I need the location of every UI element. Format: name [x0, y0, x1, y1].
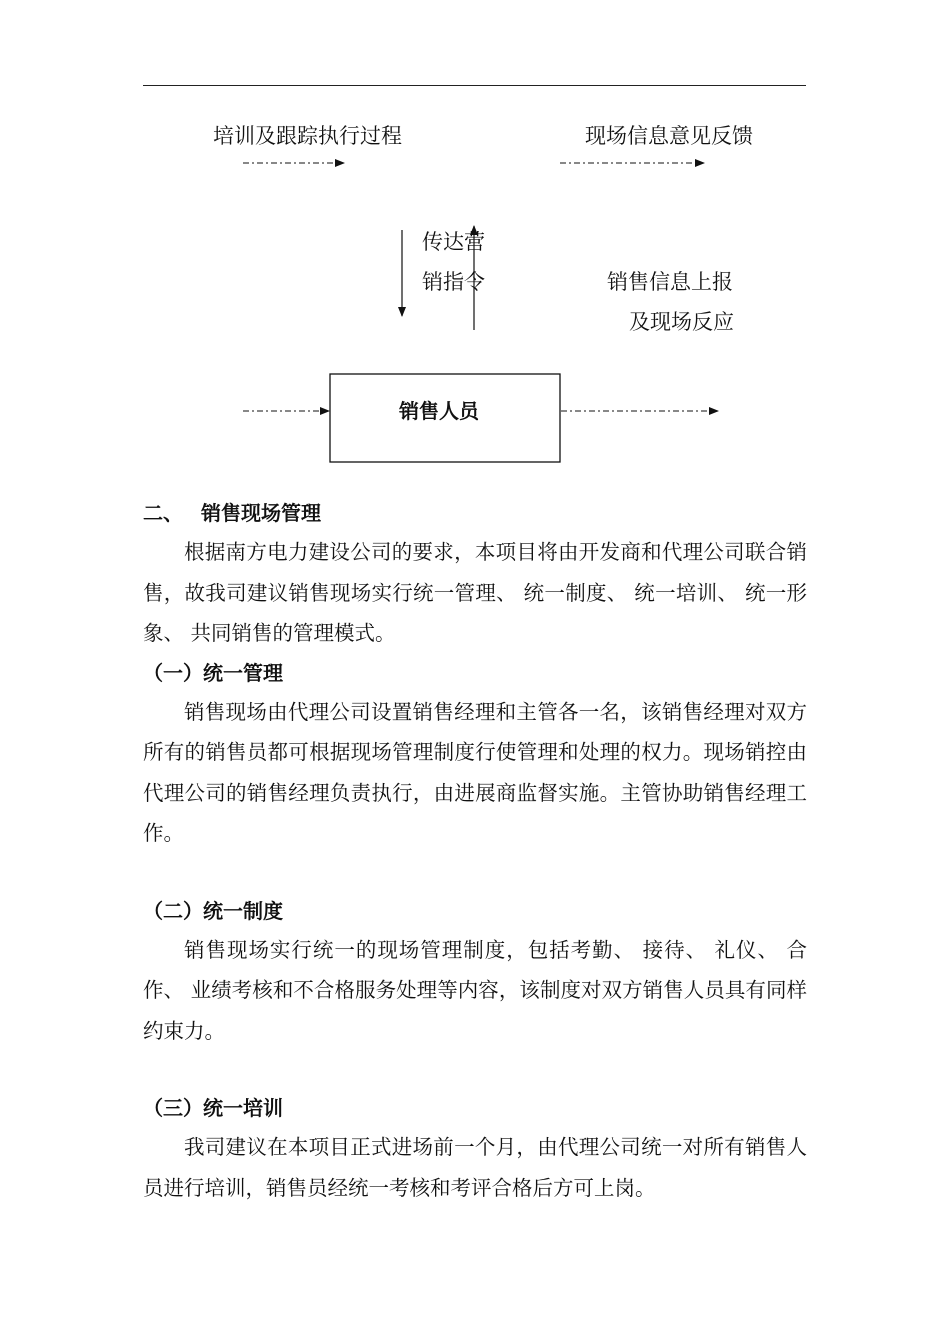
- label-command-line2: 销指令: [422, 270, 485, 294]
- subsection-body-1: 销售现场由代理公司设置销售经理和主管各一名，该销售经理对双方所有的销售员都可根据现场管理制度行使管理和处理的权力。现场销控由代理公司的销售经理负责执行，由进展商监督实施。主管协助销售经理工作。: [143, 699, 807, 845]
- label-report-line1: 销售信息上报: [607, 270, 733, 294]
- label-training-tracking: 培训及跟踪执行过程: [213, 124, 402, 148]
- document-body: [143, 494, 807, 1208]
- section-title: 销售现场管理: [201, 501, 321, 525]
- subsection-body-2: 销售现场实行统一的现场管理制度，包括考勤、 接待、 礼仪、 合作、 业绩考核和不合格服务处理等内容，该制度对双方销售人员具有同样约束力。: [143, 937, 807, 1043]
- box-label: 销售人员: [399, 399, 479, 423]
- label-command-line1: 传达营: [422, 230, 485, 254]
- subsection-heading-3: （三）统一培训: [143, 1096, 283, 1120]
- section-number: 二、: [143, 501, 183, 525]
- section-intro: 根据南方电力建设公司的要求，本项目将由开发商和代理公司联合销售，故我司建议销售现场实行统一管理、 统一制度、 统一培训、 统一形象、 共同销售的管理模式。: [143, 540, 807, 645]
- section-heading: [143, 494, 807, 532]
- subsection-body-3: 我司建议在本项目正式进场前一个月，由代理公司统一对所有销售人员进行培训，销售员经统一考核和考评合格后方可上岗。: [143, 1135, 807, 1200]
- subsection-heading-1: （一）统一管理: [143, 660, 283, 685]
- label-feedback: 现场信息意见反馈: [585, 124, 753, 148]
- flow-diagram: [0, 0, 950, 480]
- subsection-heading-2: （二）统一制度: [143, 898, 283, 923]
- label-report-line2: 及现场反应: [629, 310, 734, 334]
